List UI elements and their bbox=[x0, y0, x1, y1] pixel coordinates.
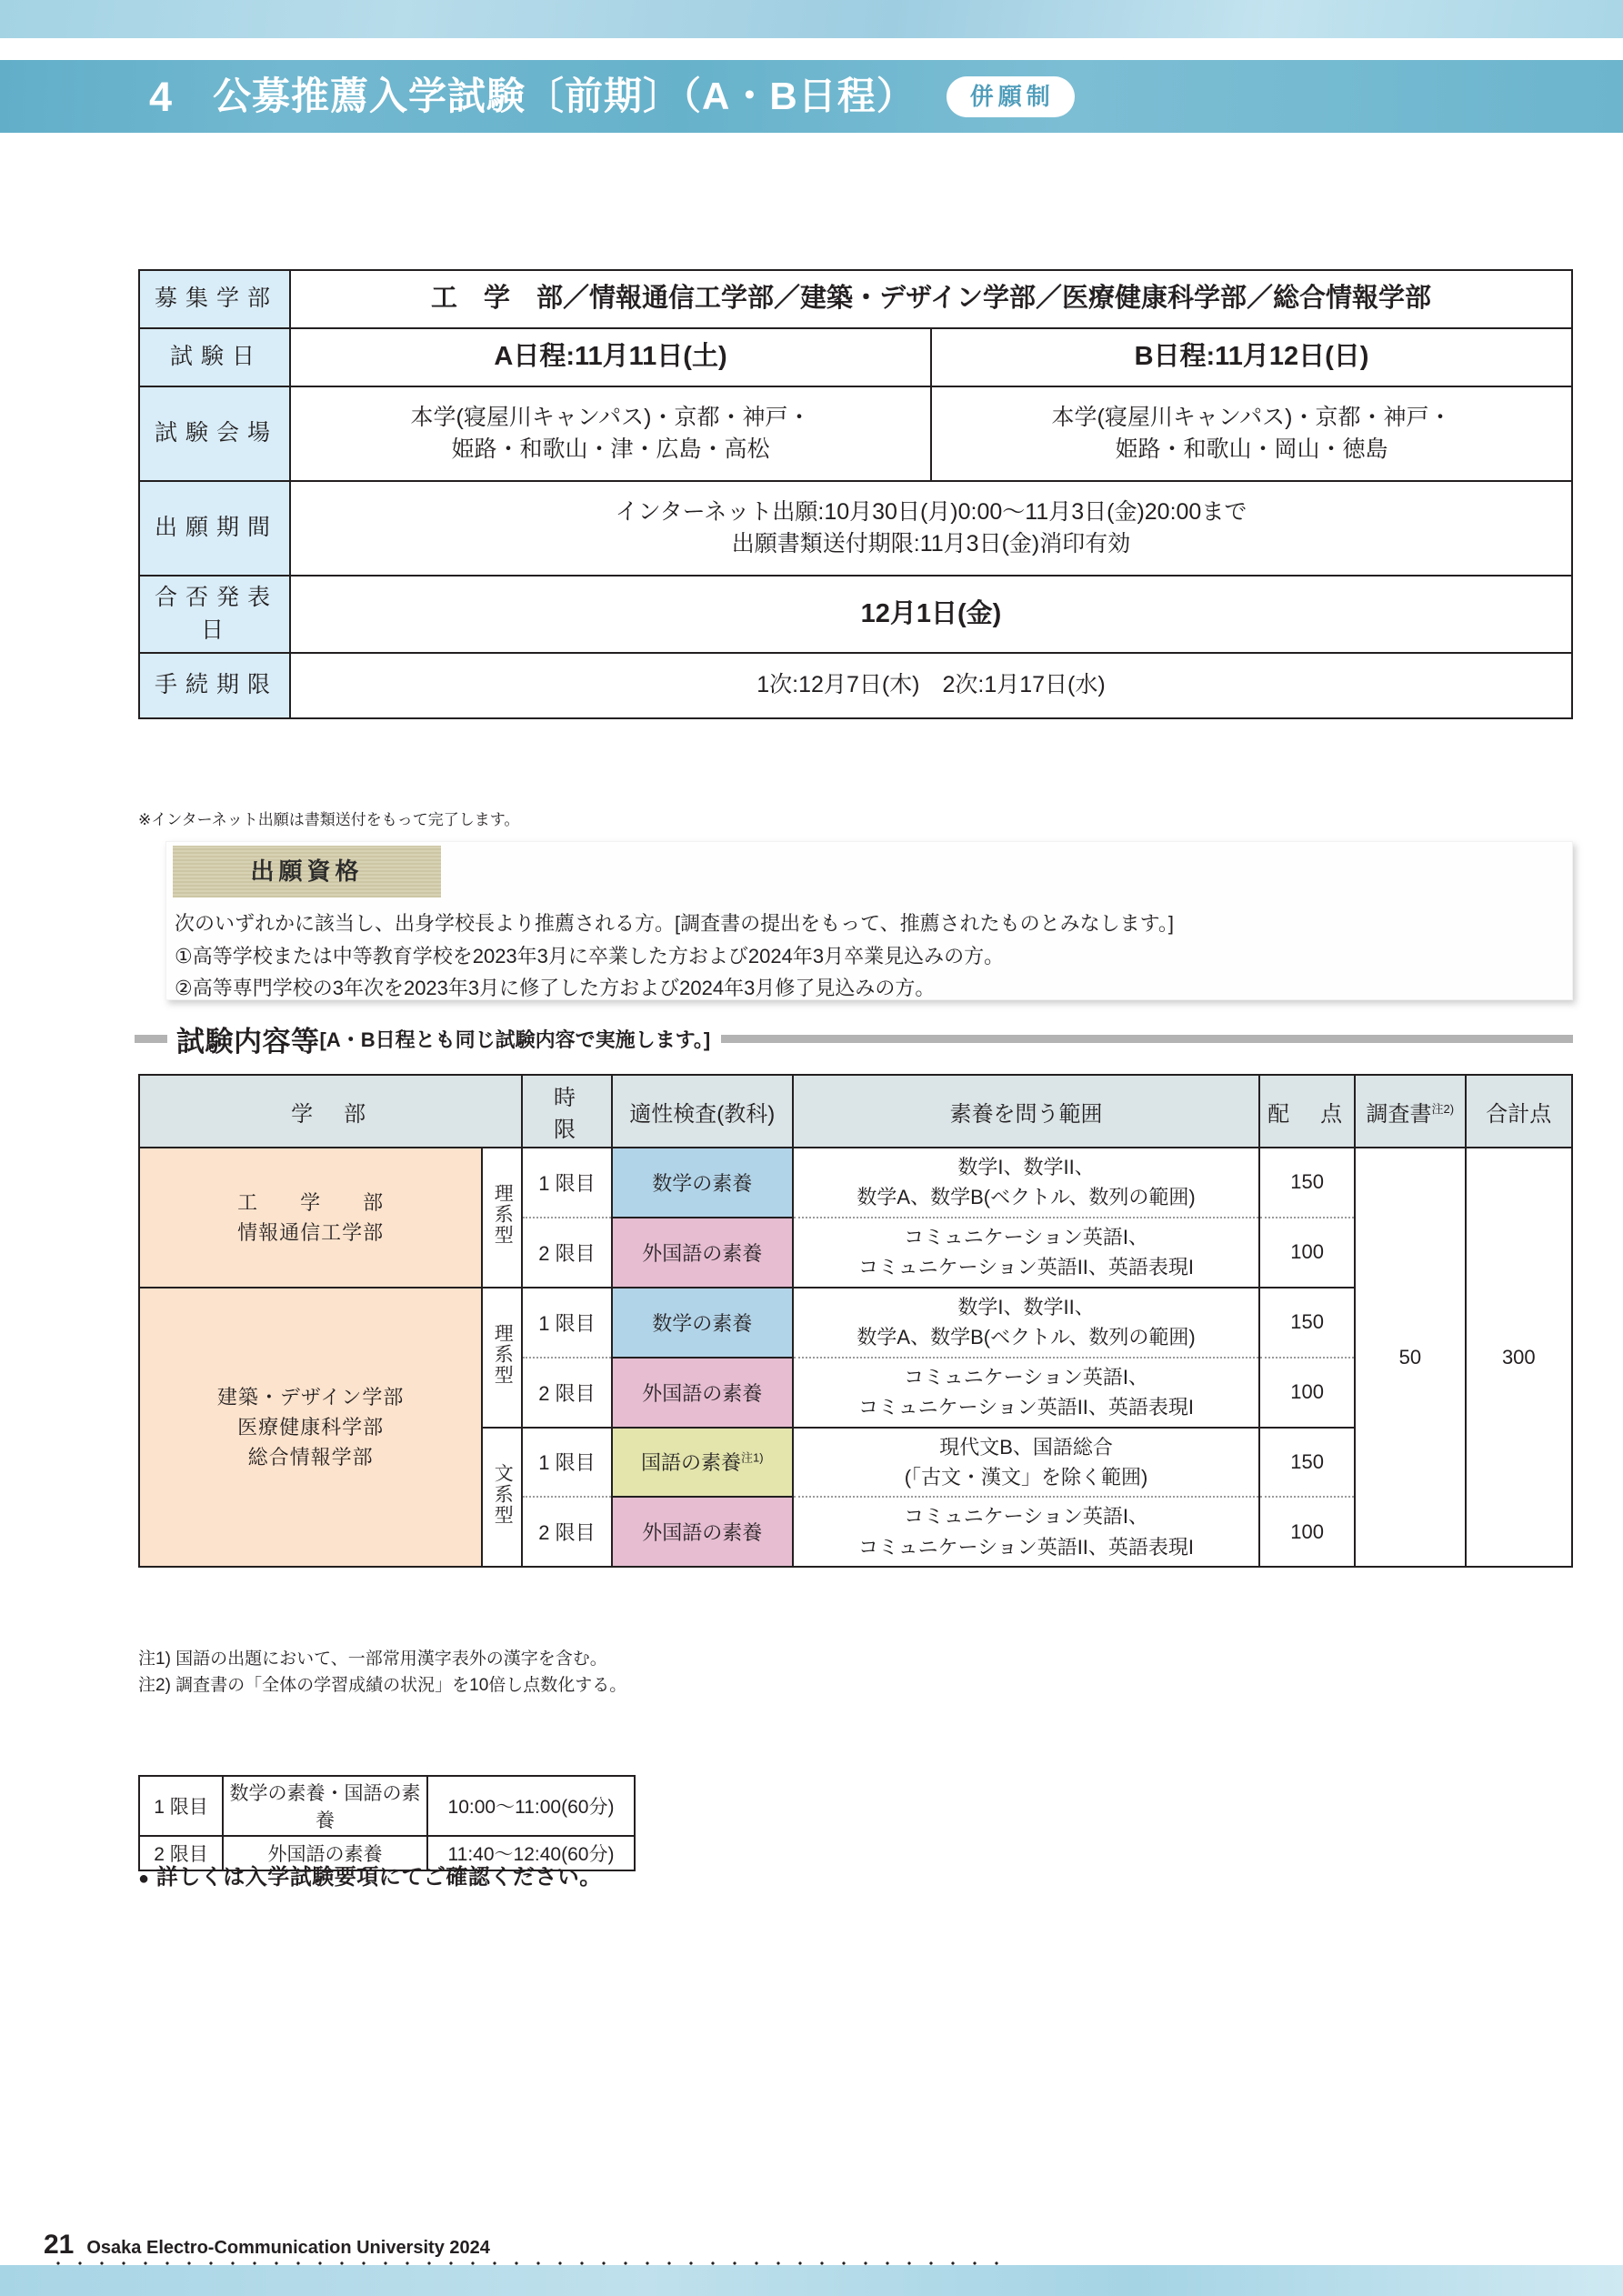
table-header-row bbox=[139, 1075, 1572, 1148]
section-banner bbox=[0, 60, 1623, 133]
range-line: (「古文・漢文」を除く範囲) bbox=[904, 1465, 1148, 1489]
col-header-subject: 適性検査(教科) bbox=[612, 1075, 793, 1148]
faculty-list-value: 工 学 部／情報通信工学部／建築・デザイン学部／医療健康科学部／総合情報学部 bbox=[290, 270, 1572, 328]
university-name: Osaka Electro-Communication University 2024 bbox=[86, 2238, 490, 2258]
schedule-period: 2 限目 bbox=[139, 1836, 223, 1870]
range-line: 数学I、数学II、 bbox=[957, 1295, 1095, 1318]
faculty-line: 建築・デザイン学部 bbox=[216, 1386, 405, 1409]
schedule-subject: 外国語の素養 bbox=[223, 1836, 427, 1870]
range-line: 現代文B、国語総合 bbox=[939, 1435, 1113, 1459]
range-line: コミュニケーション英語II、英語表現I bbox=[858, 1535, 1195, 1559]
range-line: 数学A、数学B(ベクトル、数列の範囲) bbox=[857, 1186, 1196, 1209]
faculty-group-2 bbox=[139, 1288, 482, 1568]
faculty-line: 工 学 部 bbox=[237, 1190, 385, 1214]
table-row bbox=[139, 653, 1572, 718]
faculty-line: 医療健康科学部 bbox=[237, 1416, 385, 1439]
table-row bbox=[139, 1776, 635, 1836]
col-header-period: 時 限 bbox=[522, 1075, 612, 1148]
total-score-cell: 300 bbox=[1466, 1148, 1572, 1567]
points-cell: 100 bbox=[1259, 1358, 1355, 1428]
qualification-tab bbox=[173, 846, 441, 897]
points-cell: 100 bbox=[1259, 1218, 1355, 1288]
range-line: コミュニケーション英語I、 bbox=[904, 1505, 1148, 1529]
info-table-footnote: ※インターネット出願は書類送付をもって完了します。 bbox=[138, 811, 520, 828]
venue-a-line2: 姫路・和歌山・津・広島・高松 bbox=[451, 436, 770, 462]
procedure-deadline-value: 1次:12月7日(木) 2次:1月17日(水) bbox=[290, 653, 1572, 718]
table-row bbox=[139, 576, 1572, 653]
row-header-application-period: 出願期間 bbox=[139, 481, 290, 576]
schedule-time: 11:40〜12:40(60分) bbox=[427, 1836, 635, 1870]
schedule-subject: 数学の素養・国語の素養 bbox=[223, 1776, 427, 1836]
subject-cell-math: 数学の素養 bbox=[612, 1148, 793, 1218]
course-type-g1-science: 理系型 bbox=[482, 1148, 522, 1288]
course-type-g2-science: 理系型 bbox=[482, 1288, 522, 1428]
footer bbox=[44, 2230, 490, 2261]
col-header-faculty: 学 部 bbox=[139, 1075, 522, 1148]
points-cell: 150 bbox=[1259, 1288, 1355, 1358]
subject-cell-math: 数学の素養 bbox=[612, 1288, 793, 1358]
bullet-icon: ● bbox=[138, 1869, 150, 1889]
row-header-procedure-deadline: 手続期限 bbox=[139, 653, 290, 718]
range-cell bbox=[793, 1148, 1259, 1218]
range-cell bbox=[793, 1428, 1259, 1498]
application-period-line1: インターネット出願:10月30日(月)0:00〜11月3日(金)20:00まで bbox=[615, 498, 1247, 525]
range-line: 数学A、数学B(ベクトル、数列の範囲) bbox=[857, 1326, 1196, 1349]
qualification-line-1: 次のいずれかに該当し、出身学校長より推薦される方。[調査書の提出をもって、推薦されたものとみなします。] bbox=[175, 912, 1175, 935]
venue-b-line1: 本学(寝屋川キャンパス)・京都・神戸・ bbox=[1051, 404, 1452, 430]
range-line: コミュニケーション英語I、 bbox=[904, 1225, 1148, 1248]
subject-cell-english: 外国語の素養 bbox=[612, 1358, 793, 1428]
subject-cell-english: 外国語の素養 bbox=[612, 1497, 793, 1567]
col-header-total: 合計点 bbox=[1466, 1075, 1572, 1148]
section-number: 4 bbox=[149, 73, 174, 120]
range-line: コミュニケーション英語II、英語表現I bbox=[858, 1256, 1195, 1279]
col-header-report: 調査書$^{注2)}$ bbox=[1355, 1075, 1466, 1148]
points-cell: 150 bbox=[1259, 1148, 1355, 1218]
venue-a bbox=[290, 386, 931, 481]
subject-cell-japanese: 国語の素養$^{注1)}$ bbox=[612, 1428, 793, 1498]
exam-content-heading bbox=[135, 1018, 1573, 1059]
range-cell bbox=[793, 1358, 1259, 1428]
report-score-cell: 50 bbox=[1355, 1148, 1466, 1567]
col-header-range: 素養を問う範囲 bbox=[793, 1075, 1259, 1148]
range-line: コミュニケーション英語II、英語表現I bbox=[858, 1396, 1195, 1419]
row-header-faculty: 募集学部 bbox=[139, 270, 290, 328]
table-row bbox=[139, 386, 1572, 481]
points-cell: 150 bbox=[1259, 1428, 1355, 1498]
exam-note-2: 注2) 調査書の「全体の学習成績の状況」を10倍し点数化する。 bbox=[138, 1676, 627, 1696]
section-title: 公募推薦入学試験〔前期〕（A・B日程） bbox=[213, 75, 916, 117]
footer-decorative-band bbox=[0, 2265, 1623, 2296]
qualification-body bbox=[175, 907, 1566, 1005]
table-row bbox=[139, 270, 1572, 328]
exam-schedule-table bbox=[138, 1775, 636, 1871]
faculty-line: 情報通信工学部 bbox=[237, 1220, 385, 1244]
period-cell: 1 限目 bbox=[522, 1148, 612, 1218]
qualification-tab-label: 出願資格 bbox=[250, 857, 364, 885]
venue-a-line1: 本学(寝屋川キャンパス)・京都・神戸・ bbox=[410, 404, 811, 430]
faculty-group-1 bbox=[139, 1148, 482, 1288]
schedule-period: 1 限目 bbox=[139, 1776, 223, 1836]
venue-b-line2: 姫路・和歌山・岡山・徳島 bbox=[1115, 436, 1388, 462]
status-badge: 併願制 bbox=[947, 76, 1075, 117]
exam-date-a: A日程:11月11日(土) bbox=[290, 328, 931, 386]
qualification-line-3: ②高等専門学校の3年次を2023年3月に修了した方および2024年3月修了見込みの方。 bbox=[175, 977, 936, 1000]
page-number: 21 bbox=[44, 2230, 75, 2260]
range-cell bbox=[793, 1288, 1259, 1358]
subject-cell-english: 外国語の素養 bbox=[612, 1218, 793, 1288]
application-period-value bbox=[290, 481, 1572, 576]
exam-content-table bbox=[138, 1074, 1573, 1568]
faculty-line: 総合情報学部 bbox=[247, 1446, 374, 1469]
range-line: コミュニケーション英語I、 bbox=[904, 1365, 1148, 1389]
period-cell: 2 限目 bbox=[522, 1358, 612, 1428]
range-cell bbox=[793, 1497, 1259, 1567]
points-cell: 100 bbox=[1259, 1497, 1355, 1567]
final-note-text: 詳しくは入学試験要項にてご確認ください。 bbox=[155, 1865, 602, 1890]
top-decorative-band bbox=[0, 0, 1623, 38]
table-row bbox=[139, 481, 1572, 576]
exam-date-b: B日程:11月12日(日) bbox=[931, 328, 1572, 386]
period-cell: 2 限目 bbox=[522, 1218, 612, 1288]
heading-rule-left bbox=[135, 1035, 167, 1043]
exam-content-heading-sub: [A・B日程とも同じ試験内容で実施します。] bbox=[319, 1028, 711, 1051]
exam-table-notes bbox=[138, 1646, 626, 1699]
venue-b bbox=[931, 386, 1572, 481]
period-cell: 1 限目 bbox=[522, 1288, 612, 1358]
row-header-exam-date: 試験日 bbox=[139, 328, 290, 386]
result-date-value: 12月1日(金) bbox=[290, 576, 1572, 653]
exam-note-1: 注1) 国語の出題において、一部常用漢字表外の漢字を含む。 bbox=[138, 1649, 607, 1669]
table-row bbox=[139, 328, 1572, 386]
qualification-line-2: ①高等学校または中等教育学校を2023年3月に卒業した方および2024年3月卒業見込みの方。 bbox=[175, 944, 1005, 968]
application-period-line2: 出願書類送付期限:11月3日(金)消印有効 bbox=[731, 531, 1131, 556]
period-cell: 2 限目 bbox=[522, 1497, 612, 1567]
exam-content-heading-main: 試験内容等 bbox=[176, 1026, 320, 1058]
final-note bbox=[138, 1859, 602, 1890]
range-line: 数学I、数学II、 bbox=[957, 1156, 1095, 1178]
row-header-venue: 試験会場 bbox=[139, 386, 290, 481]
col-header-points: 配 点 bbox=[1259, 1075, 1355, 1148]
schedule-time: 10:00〜11:00(60分) bbox=[427, 1776, 635, 1836]
course-type-g2-humanities: 文系型 bbox=[482, 1428, 522, 1568]
admission-info-table bbox=[138, 269, 1573, 719]
heading-rule-right bbox=[721, 1035, 1573, 1043]
table-row bbox=[139, 1148, 1572, 1218]
period-cell: 1 限目 bbox=[522, 1428, 612, 1498]
range-cell bbox=[793, 1218, 1259, 1288]
row-header-result-date: 合否発表日 bbox=[139, 576, 290, 653]
